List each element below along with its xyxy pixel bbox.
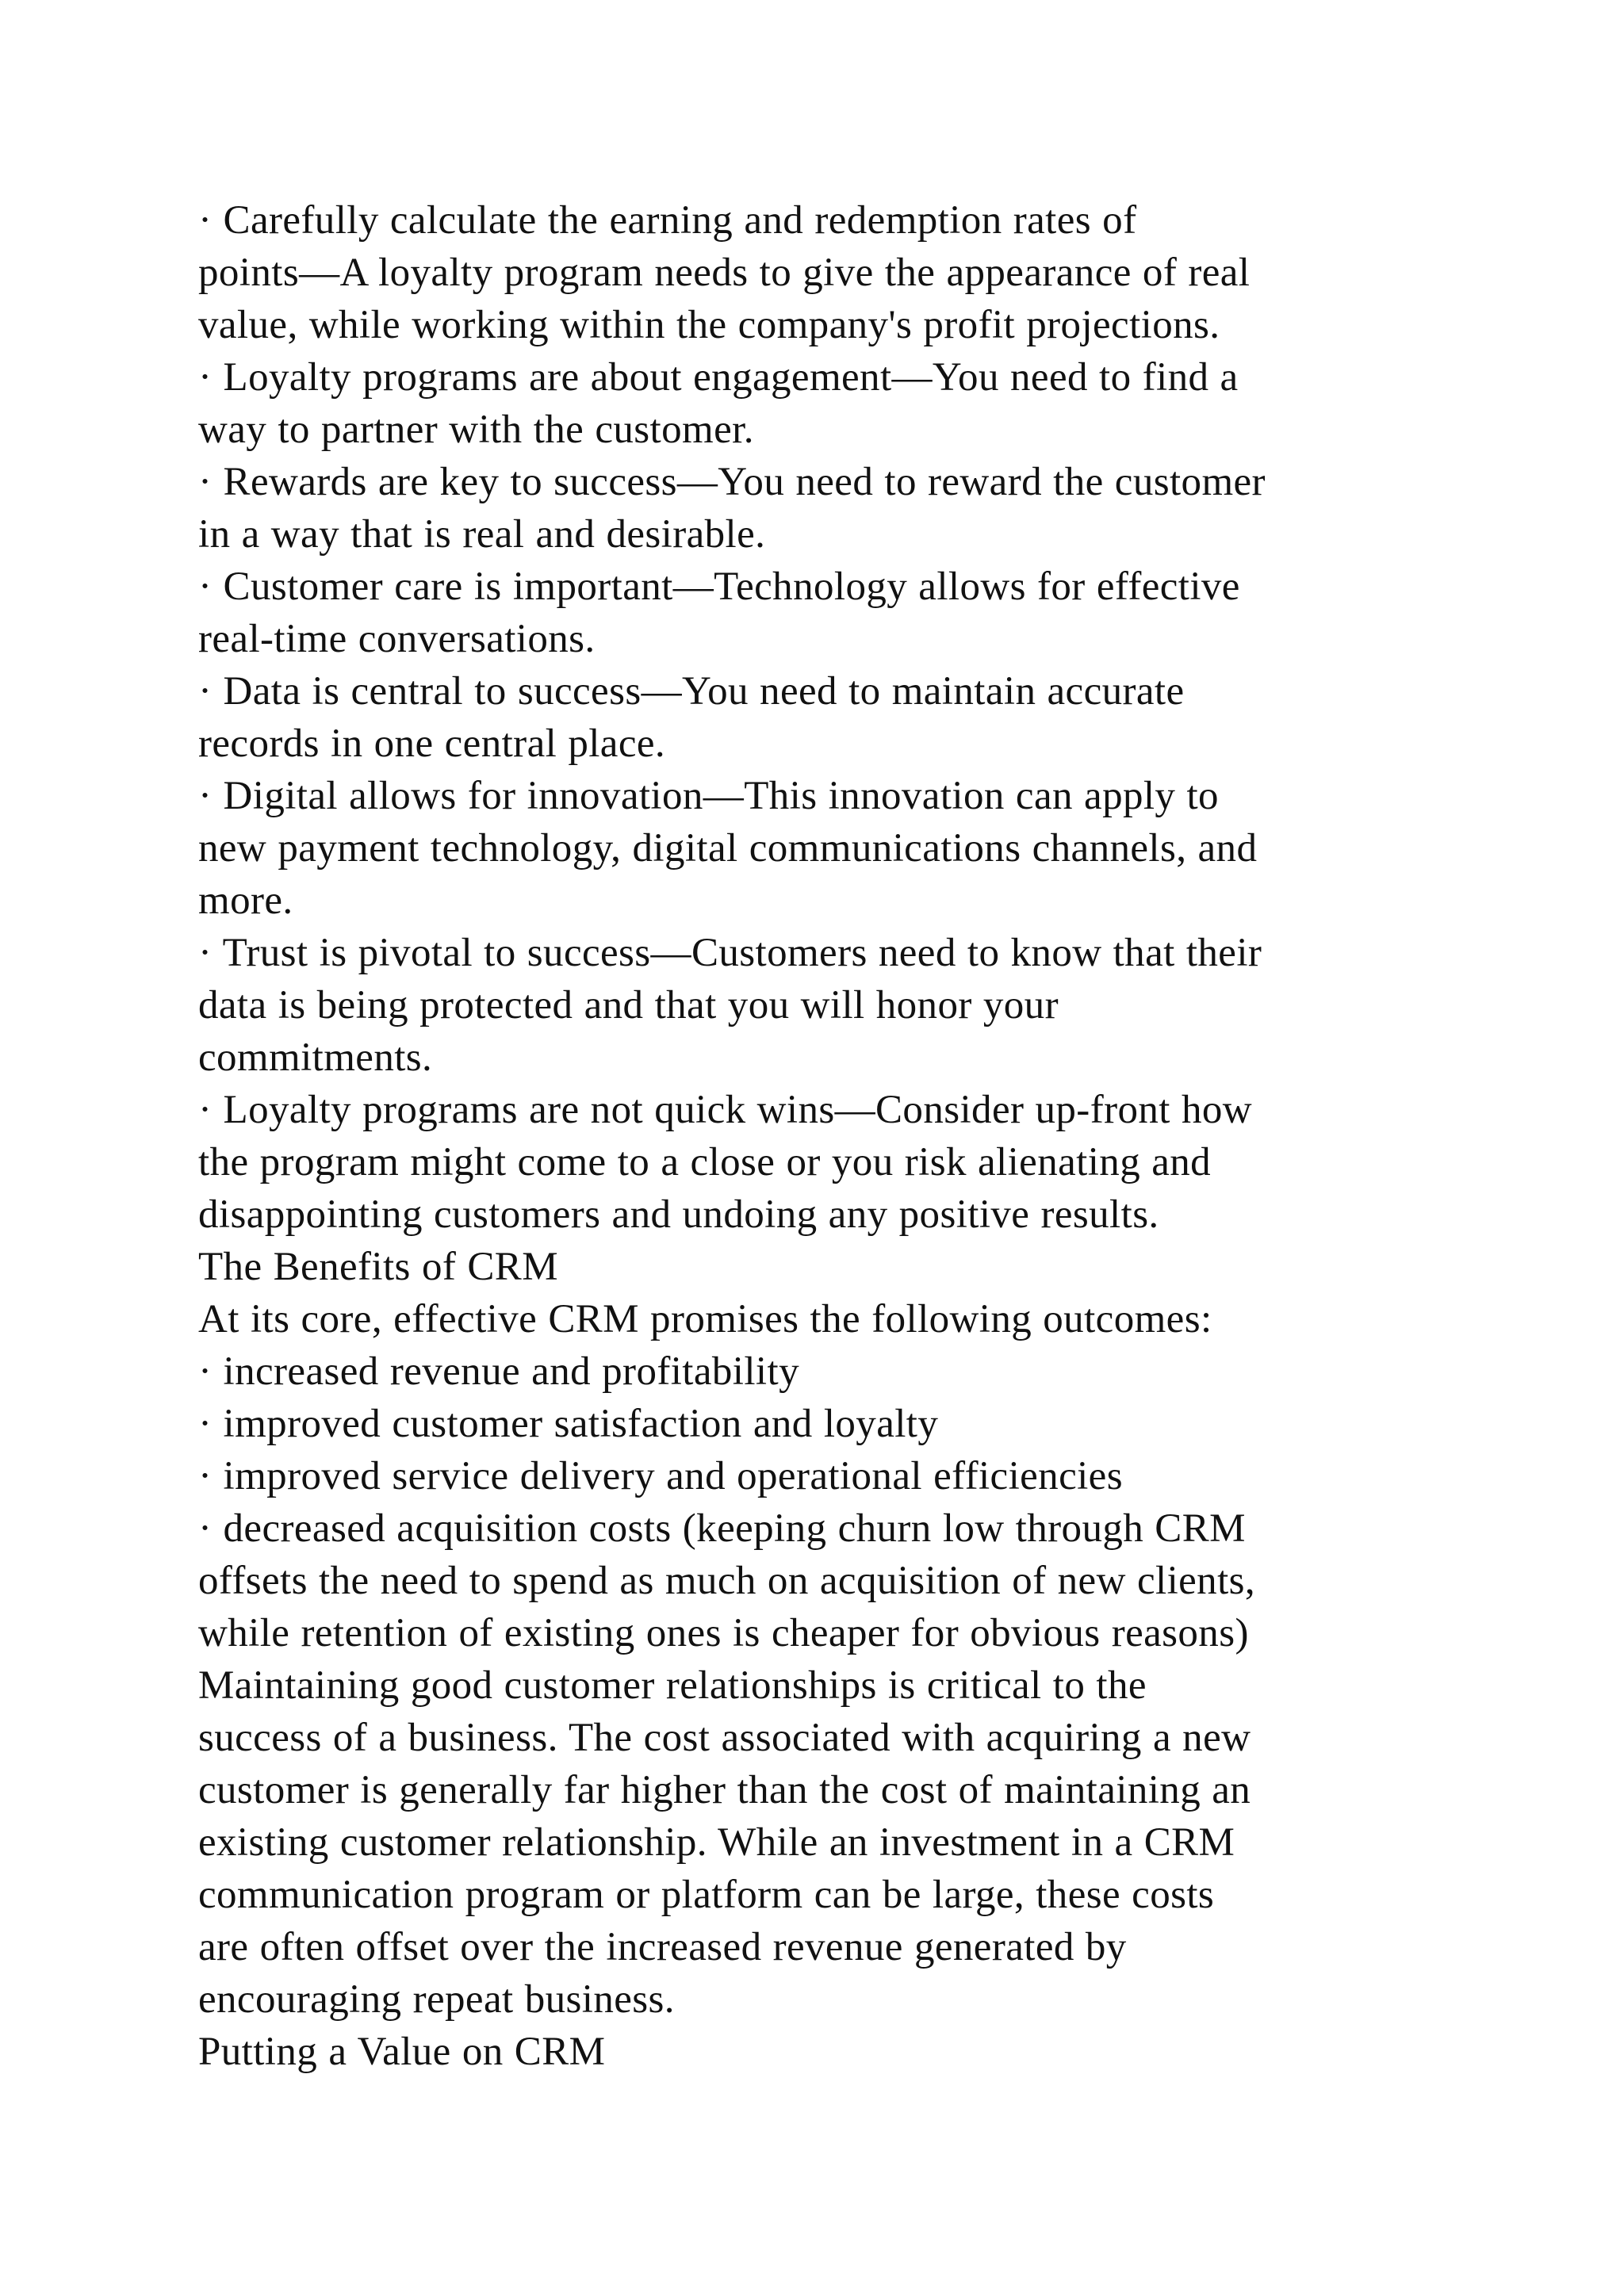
text-line: · Carefully calculate the earning and redemption rates of <box>198 198 1137 243</box>
text-line: in a way that is real and desirable. <box>198 512 766 557</box>
text-line: encouraging repeat business. <box>198 1977 675 2022</box>
text-line: At its core, effective CRM promises the following outcomes: <box>198 1297 1212 1341</box>
section-heading: Putting a Value on CRM <box>198 2030 606 2074</box>
text-line: data is being protected and that you will honor your <box>198 983 1059 1027</box>
text-line: Maintaining good customer relationships is critical to the <box>198 1663 1147 1708</box>
text-line: new payment technology, digital communications channels, and <box>198 826 1258 871</box>
text-line: · Rewards are key to success—You need to reward the customer <box>198 460 1266 504</box>
text-line: are often offset over the increased revenue generated by <box>198 1925 1127 1969</box>
text-line: · Data is central to success—You need to maintain accurate <box>198 669 1185 714</box>
text-line: · increased revenue and profitability <box>198 1349 799 1394</box>
text-line: · Trust is pivotal to success—Customers need to know that their <box>198 931 1262 975</box>
text-line: · Digital allows for innovation—This innovation can apply to <box>198 774 1219 818</box>
text-line: communication program or platform can be large, these costs <box>198 1873 1215 1917</box>
text-line: records in one central place. <box>198 721 666 766</box>
text-line: disappointing customers and undoing any positive results. <box>198 1192 1159 1237</box>
text-line: · improved service delivery and operational efficiencies <box>198 1454 1123 1498</box>
text-line: more. <box>198 878 293 923</box>
text-line: value, while working within the company's profit projections. <box>198 303 1220 347</box>
text-line: offsets the need to spend as much on acquisition of new clients, <box>198 1559 1256 1603</box>
text-line: · Loyalty programs are about engagement—You need to find a <box>198 355 1239 400</box>
text-line: · Loyalty programs are not quick wins—Consider up-front how <box>198 1088 1253 1132</box>
text-line: existing customer relationship. While an investment in a CRM <box>198 1820 1235 1865</box>
text-line: · decreased acquisition costs (keeping churn low through CRM <box>198 1506 1246 1551</box>
section-heading: The Benefits of CRM <box>198 1245 558 1289</box>
text-line: · improved customer satisfaction and loyalty <box>198 1402 939 1446</box>
text-line: · Customer care is important—Technology allows for effective <box>198 564 1240 609</box>
text-line: while retention of existing ones is cheaper for obvious reasons) <box>198 1611 1249 1655</box>
text-line: commitments. <box>198 1035 433 1080</box>
text-line: success of a business. The cost associated with acquiring a new <box>198 1716 1251 1760</box>
text-line: the program might come to a close or you risk alienating and <box>198 1140 1212 1184</box>
text-line: way to partner with the customer. <box>198 408 754 452</box>
document-page <box>198 194 1530 2078</box>
text-line: points—A loyalty program needs to give the appearance of real <box>198 251 1251 295</box>
text-line: customer is generally far higher than the cost of maintaining an <box>198 1768 1251 1812</box>
text-line: real-time conversations. <box>198 617 596 661</box>
